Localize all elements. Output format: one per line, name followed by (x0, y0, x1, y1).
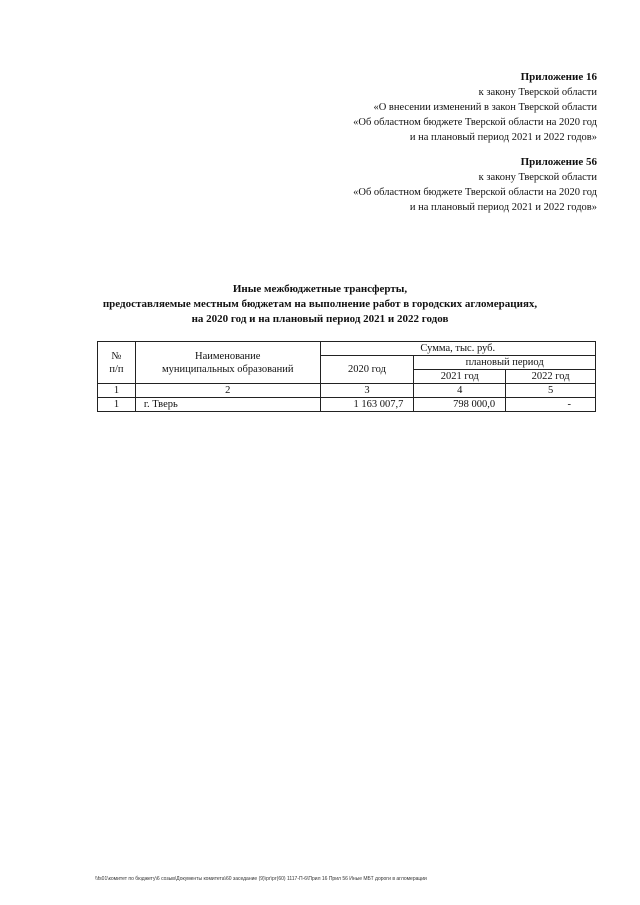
header-year-2021: 2021 год (414, 370, 506, 384)
document-title (0, 282, 640, 327)
header-year-2020: 2020 год (320, 356, 414, 384)
header-name-line2: муниципальных образований (161, 363, 294, 375)
appendix-16-header (353, 70, 597, 145)
table-row (98, 398, 596, 412)
column-number: 4 (414, 384, 506, 398)
header-year-2022: 2022 год (506, 370, 596, 384)
appendix-56-line: «Об областном бюджете Тверской области на 2020 год (353, 187, 597, 198)
appendix-16-line: и на плановый период 2021 и 2022 годов» (409, 132, 597, 143)
row-value-2020: 1 163 007,7 (320, 398, 414, 412)
column-number: 1 (98, 384, 136, 398)
appendix-56-header (353, 155, 597, 215)
column-number: 2 (135, 384, 320, 398)
file-path-footer: \\fs01\комитет по бюджету\6 созыв\Документы комитета\60 заседание (9)\рг\рг(60) 1117-П-6\Прил 16 Прил 56 Иные МБТ дороги в агломерации (95, 876, 427, 882)
column-numbers-row (98, 384, 596, 398)
row-number: 1 (98, 398, 136, 412)
header-name-line1: Наименование (195, 350, 261, 362)
row-value-2021: 798 000,0 (414, 398, 506, 412)
header-number-cell (98, 342, 136, 384)
header-number-line2: п/п (109, 363, 124, 375)
document-title-line: Иные межбюджетные трансферты, (232, 283, 408, 295)
appendix-56-line: к закону Тверской области (478, 172, 597, 183)
transfers-table (97, 341, 596, 412)
column-number: 3 (320, 384, 414, 398)
row-municipality-name: г. Тверь (135, 398, 320, 412)
document-title-line: предоставляемые местным бюджетам на выполнение работ в городских агломерациях, (102, 298, 538, 310)
column-number: 5 (506, 384, 596, 398)
appendix-16-title: Приложение 16 (520, 71, 597, 83)
header-planned-period: плановый период (414, 356, 596, 370)
document-title-line: на 2020 год и на плановый период 2021 и 2022 годов (191, 313, 449, 325)
appendix-56-line: и на плановый период 2021 и 2022 годов» (409, 202, 597, 213)
appendix-16-line: «Об областном бюджете Тверской области на 2020 год (353, 117, 597, 128)
appendix-16-line: «О внесении изменений в закон Тверской области (373, 102, 597, 113)
header-number-line1: № (111, 350, 122, 362)
appendix-16-line: к закону Тверской области (478, 87, 597, 98)
header-name-cell (135, 342, 320, 384)
header-sum: Сумма, тыс. руб. (320, 342, 595, 356)
row-value-2022: - (506, 398, 596, 412)
appendix-56-title: Приложение 56 (520, 156, 597, 168)
